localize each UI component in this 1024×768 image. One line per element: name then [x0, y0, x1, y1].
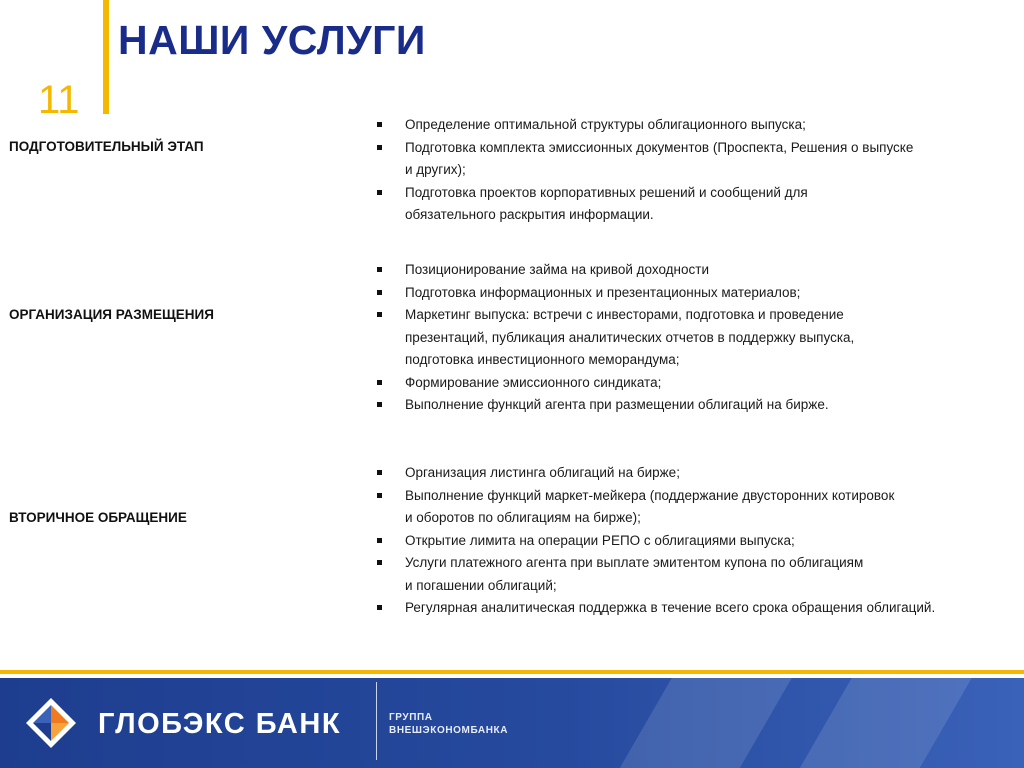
footer-divider — [376, 682, 377, 760]
square-bullet-icon — [377, 538, 382, 543]
bullet-item — [376, 530, 1024, 553]
bullet-item — [376, 552, 1024, 597]
group-caption-line2: ВНЕШЭКОНОМБАНКА — [389, 725, 509, 736]
bullet-text-line: презентаций, публикация аналитических отчетов в поддержку выпуска, — [405, 329, 855, 345]
bullet-text-line: и других); — [405, 162, 466, 177]
square-bullet-icon — [377, 470, 382, 475]
section-list-placement — [376, 259, 1024, 417]
bullet-text-line: Формирование эмиссионного синдиката; — [405, 374, 662, 390]
bullet-text-line: подготовка инвестиционного меморандума; — [405, 352, 680, 367]
page-number: 11 — [38, 78, 80, 122]
bullet-text-line: Открытие лимита на операции РЕПО с облигациями выпуска; — [405, 532, 795, 548]
section-label-secondary: ВТОРИЧНОЕ ОБРАЩЕНИЕ — [9, 510, 187, 525]
bullet-item — [376, 259, 1024, 282]
bullet-text-line: Регулярная аналитическая поддержка в течение всего срока обращения облигаций. — [405, 600, 936, 615]
bullet-item — [376, 372, 1024, 395]
bullet-item — [376, 485, 1024, 530]
section-list-preparation — [376, 114, 1024, 227]
group-caption — [389, 711, 508, 737]
section-label-preparation: ПОДГОТОВИТЕЛЬНЫЙ ЭТАП — [9, 139, 204, 154]
brand-name: ГЛОБЭКС БАНК — [98, 708, 342, 740]
square-bullet-icon — [377, 145, 382, 150]
bullet-text-line: Выполнение функций агента при размещении облигаций на бирже. — [405, 397, 829, 412]
bullet-text-line: Определение оптимальной структуры облигационного выпуска; — [405, 117, 806, 132]
page-title: НАШИ УСЛУГИ — [118, 17, 426, 63]
bullet-text-line: Подготовка проектов корпоративных решений и сообщений для — [405, 184, 808, 200]
bullet-text-line: Подготовка комплекта эмиссионных документов (Проспекта, Решения о выпуске — [405, 139, 914, 155]
bullet-item — [376, 114, 1024, 137]
square-bullet-icon — [377, 402, 382, 407]
square-bullet-icon — [377, 122, 382, 127]
square-bullet-icon — [377, 312, 382, 317]
square-bullet-icon — [377, 493, 382, 498]
square-bullet-icon — [377, 605, 382, 610]
bullet-text-line: обязательного раскрытия информации. — [405, 207, 654, 222]
bullet-text-line: Услуги платежного агента при выплате эмитентом купона по облигациям — [405, 555, 864, 570]
bullet-text-line: Выполнение функций маркет-мейкера (поддержание двусторонних котировок — [405, 487, 895, 503]
bullet-item — [376, 282, 1024, 305]
square-bullet-icon — [377, 190, 382, 195]
bullet-text-line: Подготовка информационных и презентационных материалов; — [405, 284, 801, 300]
square-bullet-icon — [377, 267, 382, 272]
title-accent-bar — [103, 0, 109, 114]
section-list-secondary — [376, 462, 1024, 620]
bullet-item — [376, 137, 1024, 182]
bullet-text-line: Позиционирование займа на кривой доходности — [405, 262, 709, 277]
section-label-placement: ОРГАНИЗАЦИЯ РАЗМЕЩЕНИЯ — [9, 307, 214, 322]
footer-accent-line — [0, 670, 1024, 674]
globex-diamond-logo-icon — [25, 697, 77, 749]
bullet-item — [376, 304, 1024, 372]
square-bullet-icon — [377, 560, 382, 565]
bullet-item — [376, 182, 1024, 227]
bullet-text-line: и оборотов по облигациям на бирже); — [405, 510, 641, 525]
square-bullet-icon — [377, 290, 382, 295]
footer-decor-stripe — [602, 678, 797, 768]
bullet-text-line: Маркетинг выпуска: встречи с инвесторами, подготовка и проведение — [405, 307, 844, 322]
group-caption-line1: ГРУППА — [389, 712, 433, 723]
footer-banner — [0, 678, 1024, 768]
bullet-text-line: и погашении облигаций; — [405, 577, 557, 593]
footer-decor-stripe — [782, 678, 977, 768]
bullet-item — [376, 394, 1024, 417]
bullet-item — [376, 462, 1024, 485]
square-bullet-icon — [377, 380, 382, 385]
bullet-item — [376, 597, 1024, 620]
bullet-text-line: Организация листинга облигаций на бирже; — [405, 465, 680, 480]
